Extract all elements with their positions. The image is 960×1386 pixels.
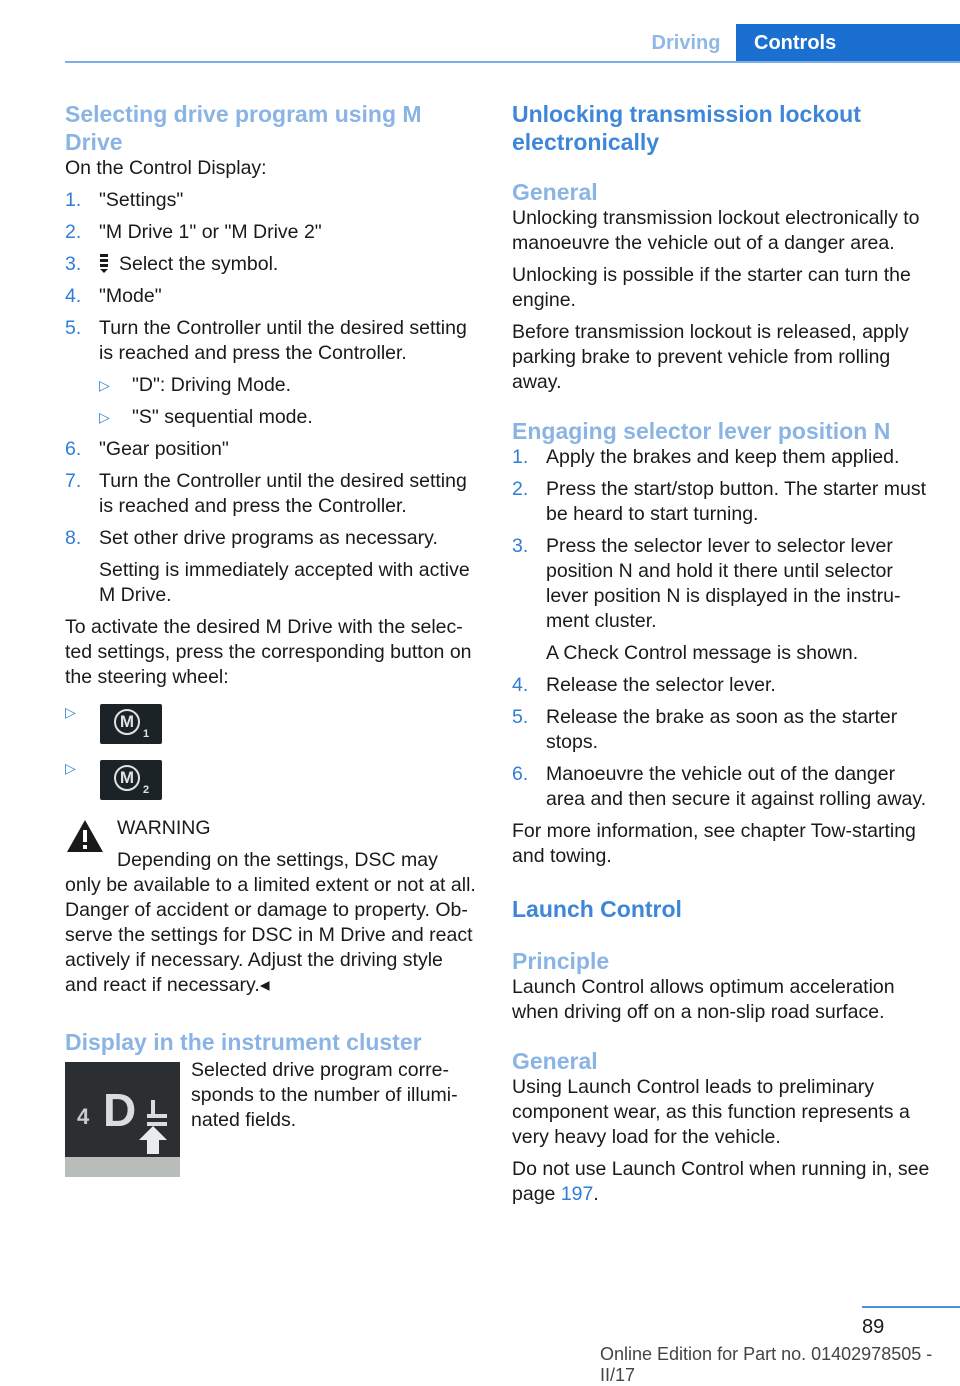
section-tab-driving[interactable]: Driving	[651, 32, 721, 54]
m-drive-2-row	[65, 760, 480, 800]
list-item: 4. "Mode"	[65, 285, 162, 307]
paragraph: Using Launch Control leads to preliminary component wear, as this function represents a very heavy load for the vehicle.	[512, 1076, 910, 1148]
list-item: 2. Press the start/stop button. The starter must be heard to start turning.	[512, 478, 927, 525]
subheading-selector-n: Engaging selector lever position N	[512, 418, 891, 444]
heading-m-drive: Selecting drive program using M Drive	[65, 101, 422, 155]
subheading-general-2: General	[512, 1048, 598, 1074]
list-item: 6. Manoeuvre the vehicle out of the danger area and then secure it against rolling away.	[512, 763, 927, 810]
list-item: 1. Apply the brakes and keep them applied.	[512, 446, 900, 468]
left-column	[65, 100, 480, 1182]
mode-options	[99, 373, 480, 430]
list-item: 7. Turn the Controller until the desired setting is reached and press the Controller.	[65, 470, 467, 517]
heading-unlocking: Unlocking transmission lockout electronically	[512, 101, 861, 155]
warning-icon	[65, 818, 105, 854]
subheading-general-1: General	[512, 179, 598, 205]
cluster-text: Selected drive program corresponds to the number of illuminated fields.	[191, 1059, 458, 1131]
list-item: 5. Release the brake as soon as the starter stops.	[512, 706, 898, 753]
triangle-bullet-icon: ▷	[65, 704, 76, 720]
subheading-principle: Principle	[512, 948, 610, 974]
drive-symbol-icon	[99, 253, 109, 273]
paragraph: Unlocking is possible if the starter can turn the engine.	[512, 264, 911, 311]
gear-letter: D	[103, 1084, 137, 1136]
list-item: 2. "M Drive 1" or "M Drive 2"	[65, 221, 322, 243]
selector-n-steps	[512, 445, 930, 812]
paragraph: For more information, see chapter Tow-starting and towing.	[512, 820, 916, 867]
heading-launch-control: Launch Control	[512, 896, 682, 922]
right-column	[512, 100, 930, 1214]
triangle-bullet-icon: ▷	[99, 377, 110, 393]
paragraph: Launch Control allows optimum acceleration when driving off on a non-slip road surface.	[512, 976, 895, 1023]
edition-text: Online Edition for Part no. 01402978505 - II/17	[600, 1344, 933, 1385]
header-divider	[65, 61, 960, 63]
list-item: 3. Press the selector lever to selector lever position N and hold it there until selector lever position N is displayed in the instrument cluster. A Check Control message is shown.	[512, 535, 901, 664]
m-drive-2-button-icon: M 2	[100, 760, 162, 800]
list-item: ▷ "S" sequential mode.	[99, 406, 313, 428]
m-drive-steps	[65, 188, 480, 608]
list-item: 1. "Settings"	[65, 189, 184, 211]
paragraph: Unlocking transmission lockout electronically to manoeuvre the vehicle out of a danger area.	[512, 207, 920, 254]
warning-text: only be available to a limited extent or not at all. Danger of accident or damage to property. Observe the settings for DSC in M Drive and react actively if necessary. Adjust the driving style and react if necessary.◂	[65, 874, 476, 996]
warning-block	[65, 816, 480, 998]
triangle-bullet-icon: ▷	[65, 760, 76, 776]
list-item: 5. Turn the Controller until the desired setting is reached and press the Controller. ▷ "D": Driving Mode. ▷ "S" sequential mode.	[65, 316, 480, 430]
gear-number: 4	[77, 1104, 90, 1129]
list-item: 4. Release the selector lever.	[512, 674, 776, 696]
warning-title: WARNING	[117, 817, 211, 839]
cluster-section	[65, 1059, 480, 1182]
m-drive-1-button-icon: M 1	[100, 704, 162, 744]
page-header	[636, 24, 960, 62]
page-link[interactable]: 197	[560, 1183, 594, 1205]
heading-instrument-cluster: Display in the instrument cluster	[65, 1029, 422, 1055]
list-item: 8. Set other drive programs as necessary. Setting is immediately accepted with active M Drive.	[65, 527, 470, 606]
intro-text: On the Control Display:	[65, 157, 267, 179]
section-tab-controls[interactable]: Controls	[736, 24, 960, 62]
paragraph: Before transmission lockout is released, apply parking brake to prevent vehicle from rolling away.	[512, 321, 909, 393]
list-item: 6. "Gear position"	[65, 438, 229, 460]
m-drive-1-row	[65, 704, 480, 744]
page-number: 89	[862, 1316, 885, 1338]
paragraph: Do not use Launch Control when running in, see page 197.	[512, 1158, 930, 1205]
footer-divider	[862, 1306, 960, 1308]
list-item: ▷ "D": Driving Mode.	[99, 374, 292, 396]
list-item: 3. Select the symbol.	[65, 253, 279, 275]
triangle-bullet-icon: ▷	[99, 409, 110, 425]
instrument-cluster-image	[65, 1062, 180, 1177]
activate-text: To activate the desired M Drive with the selected settings, press the corresponding button on the steering wheel:	[65, 616, 472, 688]
warning-first-line: Depending on the settings, DSC may	[117, 849, 438, 871]
